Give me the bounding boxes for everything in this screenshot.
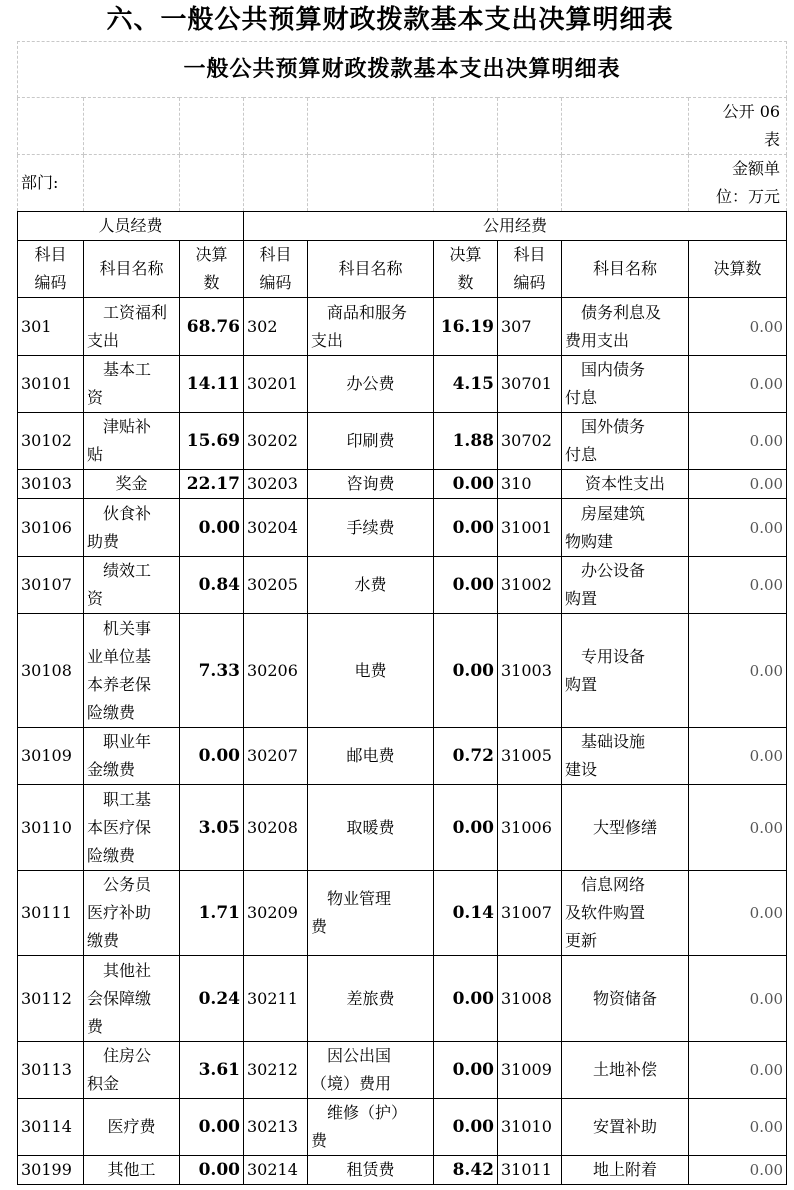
cell-amount: 0.00 <box>434 470 498 499</box>
cell-name: 安置补助 <box>562 1099 689 1156</box>
cell-name: 其他社 会保障缴 费 <box>84 956 180 1042</box>
cell-code: 31006 <box>498 785 562 871</box>
cell-code: 307 <box>498 298 562 356</box>
cell-name: 维修（护） 费 <box>308 1099 434 1156</box>
group-header-personnel: 人员经费 <box>18 212 244 241</box>
cell-amount: 0.00 <box>689 871 787 956</box>
page-title: 六、一般公共预算财政拨款基本支出决算明细表 <box>106 5 674 35</box>
table-row <box>18 557 787 614</box>
cell-amount: 1.71 <box>180 871 244 956</box>
cell-name: 物业管理 费 <box>308 871 434 956</box>
cell-name: 伙食补 助费 <box>84 499 180 557</box>
cell-amount: 3.05 <box>180 785 244 871</box>
cell-code: 30203 <box>244 470 308 499</box>
cell-code: 30207 <box>244 728 308 785</box>
header-code: 科目 编码 <box>244 241 308 298</box>
unit-label: 金额单 位：万元 <box>689 155 787 212</box>
cell-amount: 0.00 <box>689 557 787 614</box>
header-name: 科目名称 <box>84 241 180 298</box>
cell-amount: 0.00 <box>434 557 498 614</box>
cell-name: 办公设备 购置 <box>562 557 689 614</box>
cell-name: 印刷费 <box>308 413 434 470</box>
cell-code: 30214 <box>244 1156 308 1185</box>
cell-amount: 0.00 <box>689 785 787 871</box>
form-number: 公开 06 表 <box>689 98 787 155</box>
cell-amount: 0.00 <box>434 956 498 1042</box>
cell-code: 30208 <box>244 785 308 871</box>
header-amount: 决算 数 <box>434 241 498 298</box>
cell-code: 31002 <box>498 557 562 614</box>
cell-code: 30103 <box>18 470 84 499</box>
cell-name: 绩效工 资 <box>84 557 180 614</box>
cell-code: 30108 <box>18 614 84 728</box>
cell-amount: 15.69 <box>180 413 244 470</box>
cell-amount: 0.00 <box>180 1156 244 1185</box>
cell-name: 津贴补 贴 <box>84 413 180 470</box>
group-header-public: 公用经费 <box>244 212 787 241</box>
table-row <box>18 1156 787 1185</box>
cell-amount: 0.72 <box>434 728 498 785</box>
cell-code: 30702 <box>498 413 562 470</box>
cell-code: 302 <box>244 298 308 356</box>
table-row <box>18 871 787 956</box>
table-row <box>18 614 787 728</box>
cell-code: 301 <box>18 298 84 356</box>
cell-code: 30701 <box>498 356 562 413</box>
cell-code: 30209 <box>244 871 308 956</box>
cell-name: 差旅费 <box>308 956 434 1042</box>
cell-amount: 0.00 <box>180 728 244 785</box>
cell-amount: 22.17 <box>180 470 244 499</box>
cell-amount: 0.00 <box>689 1099 787 1156</box>
cell-amount: 0.00 <box>689 1042 787 1099</box>
cell-code: 31003 <box>498 614 562 728</box>
cell-name: 基础设施 建设 <box>562 728 689 785</box>
cell-name: 机关事 业单位基 本养老保 险缴费 <box>84 614 180 728</box>
cell-amount: 0.00 <box>434 785 498 871</box>
cell-name: 债务利息及 费用支出 <box>562 298 689 356</box>
cell-amount: 0.00 <box>434 1099 498 1156</box>
cell-name: 资本性支出 <box>562 470 689 499</box>
cell-amount: 16.19 <box>434 298 498 356</box>
cell-code: 31009 <box>498 1042 562 1099</box>
cell-name: 职业年 金缴费 <box>84 728 180 785</box>
cell-amount: 0.00 <box>689 413 787 470</box>
cell-amount: 0.00 <box>180 499 244 557</box>
cell-amount: 0.00 <box>689 956 787 1042</box>
cell-amount: 1.88 <box>434 413 498 470</box>
header-amount: 决算 数 <box>180 241 244 298</box>
cell-code: 310 <box>498 470 562 499</box>
cell-name: 因公出国 （境）费用 <box>308 1042 434 1099</box>
cell-name: 房屋建筑 物购建 <box>562 499 689 557</box>
table-row <box>18 1042 787 1099</box>
cell-code: 30101 <box>18 356 84 413</box>
cell-name: 商品和服务 支出 <box>308 298 434 356</box>
cell-amount: 68.76 <box>180 298 244 356</box>
table-row <box>18 470 787 499</box>
cell-code: 30114 <box>18 1099 84 1156</box>
table-row <box>18 298 787 356</box>
cell-amount: 0.00 <box>689 470 787 499</box>
cell-code: 30213 <box>244 1099 308 1156</box>
table-row <box>18 413 787 470</box>
cell-code: 30113 <box>18 1042 84 1099</box>
cell-amount: 0.24 <box>180 956 244 1042</box>
cell-name: 土地补偿 <box>562 1042 689 1099</box>
table-row <box>18 956 787 1042</box>
cell-name: 租赁费 <box>308 1156 434 1185</box>
cell-code: 31011 <box>498 1156 562 1185</box>
header-name: 科目名称 <box>308 241 434 298</box>
cell-amount: 0.00 <box>180 1099 244 1156</box>
header-code: 科目 编码 <box>18 241 84 298</box>
cell-code: 30212 <box>244 1042 308 1099</box>
cell-code: 30107 <box>18 557 84 614</box>
cell-code: 31007 <box>498 871 562 956</box>
cell-amount: 0.00 <box>434 614 498 728</box>
cell-code: 30112 <box>18 956 84 1042</box>
cell-amount: 0.00 <box>689 1156 787 1185</box>
cell-code: 30211 <box>244 956 308 1042</box>
cell-name: 大型修缮 <box>562 785 689 871</box>
cell-amount: 0.00 <box>434 499 498 557</box>
cell-code: 30202 <box>244 413 308 470</box>
cell-code: 30205 <box>244 557 308 614</box>
cell-code: 30110 <box>18 785 84 871</box>
cell-code: 31005 <box>498 728 562 785</box>
cell-code: 30206 <box>244 614 308 728</box>
cell-name: 水费 <box>308 557 434 614</box>
cell-code: 30201 <box>244 356 308 413</box>
cell-code: 31010 <box>498 1099 562 1156</box>
cell-name: 奖金 <box>84 470 180 499</box>
cell-code: 30199 <box>18 1156 84 1185</box>
cell-amount: 0.00 <box>689 298 787 356</box>
cell-name: 办公费 <box>308 356 434 413</box>
cell-code: 30102 <box>18 413 84 470</box>
cell-code: 30204 <box>244 499 308 557</box>
cell-amount: 4.15 <box>434 356 498 413</box>
table-row <box>18 356 787 413</box>
cell-code: 30109 <box>18 728 84 785</box>
cell-name: 工资福利 支出 <box>84 298 180 356</box>
cell-amount: 0.84 <box>180 557 244 614</box>
cell-name: 专用设备 购置 <box>562 614 689 728</box>
header-name: 科目名称 <box>562 241 689 298</box>
cell-name: 邮电费 <box>308 728 434 785</box>
cell-name: 公务员 医疗补助 缴费 <box>84 871 180 956</box>
table-row <box>18 728 787 785</box>
cell-code: 30111 <box>18 871 84 956</box>
cell-amount: 7.33 <box>180 614 244 728</box>
table-row <box>18 785 787 871</box>
cell-name: 电费 <box>308 614 434 728</box>
cell-amount: 0.00 <box>689 614 787 728</box>
cell-amount: 0.00 <box>434 1042 498 1099</box>
cell-name: 医疗费 <box>84 1099 180 1156</box>
cell-code: 31008 <box>498 956 562 1042</box>
header-amount: 决算数 <box>689 241 787 298</box>
cell-name: 手续费 <box>308 499 434 557</box>
department-label: 部门: <box>18 155 84 212</box>
cell-amount: 3.61 <box>180 1042 244 1099</box>
cell-amount: 0.14 <box>434 871 498 956</box>
table-title: 一般公共预算财政拨款基本支出决算明细表 <box>18 42 787 98</box>
cell-amount: 14.11 <box>180 356 244 413</box>
cell-amount: 0.00 <box>689 728 787 785</box>
cell-name: 国内债务 付息 <box>562 356 689 413</box>
table-row <box>18 499 787 557</box>
cell-name: 职工基 本医疗保 险缴费 <box>84 785 180 871</box>
cell-name: 物资储备 <box>562 956 689 1042</box>
cell-name: 地上附着 <box>562 1156 689 1185</box>
cell-amount: 0.00 <box>689 499 787 557</box>
cell-name: 国外债务 付息 <box>562 413 689 470</box>
cell-name: 信息网络 及软件购置 更新 <box>562 871 689 956</box>
cell-name: 住房公 积金 <box>84 1042 180 1099</box>
cell-amount: 8.42 <box>434 1156 498 1185</box>
cell-name: 其他工 <box>84 1156 180 1185</box>
expenditure-table <box>17 41 787 1185</box>
cell-name: 取暖费 <box>308 785 434 871</box>
table-row <box>18 1099 787 1156</box>
header-code: 科目 编码 <box>498 241 562 298</box>
cell-name: 咨询费 <box>308 470 434 499</box>
cell-name: 基本工 资 <box>84 356 180 413</box>
cell-amount: 0.00 <box>689 356 787 413</box>
cell-code: 30106 <box>18 499 84 557</box>
cell-code: 31001 <box>498 499 562 557</box>
